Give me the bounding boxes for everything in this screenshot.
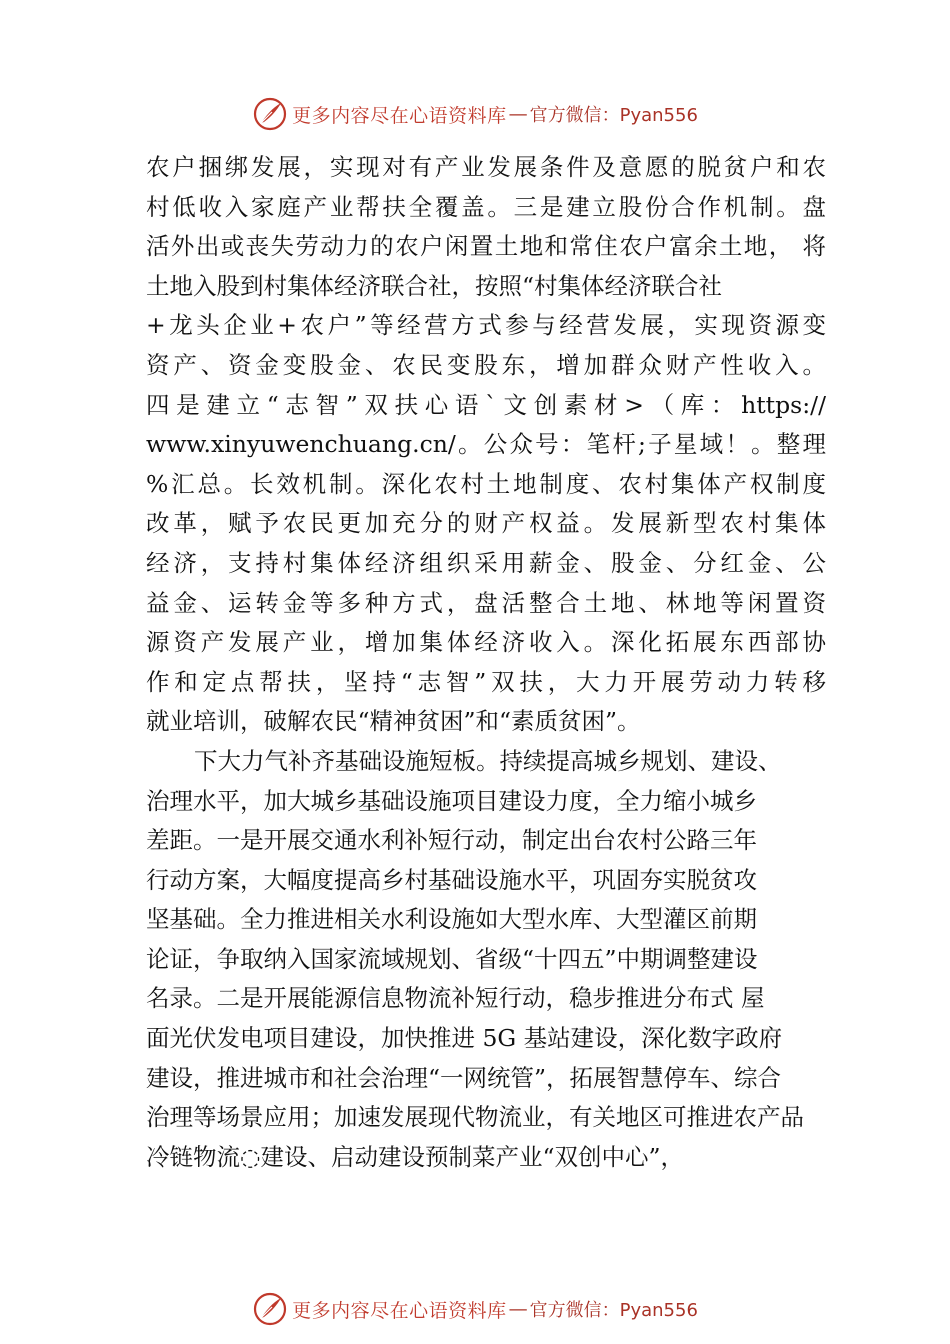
body-line: %汇总。长效机制。深化农村土地制度、农村集体产权制度 [146,469,826,498]
body-line: 作和定点帮扶，坚持“志智”双扶，大力开展劳动力转移 [146,667,826,696]
body-line: 差距。一是开展交通水利补短行动，制定出台农村公路三年 [146,826,757,855]
header-wechat-text: 官方微信：Pyan556 [529,105,698,126]
page-footer-banner [0,1287,950,1331]
body-line: 治理等场景应用；加速发展现代物流业，有关地区可推进农产品 [146,1103,804,1132]
body-line: 改革，赋予农民更加充分的财产权益。发展新型农村集体 [146,509,826,538]
body-line: 论证，争取纳入国家流域规划、省级“十四五”中期调整建设 [146,944,758,973]
header-dash: — [508,103,528,125]
body-line: 土地入股到村集体经济联合社，按照“村集体经济联合社 [146,271,723,300]
body-line: 面光伏发电项目建设，加快推进 5G 基站建设，深化数字政府 [146,1024,783,1053]
body-line: +龙头企业+农户”等经营方式参与经营发展，实现资源变 [146,311,826,340]
body-line: 活外出或丧失劳动力的农户闲置土地和常住农户富余土地， 将 [146,232,826,261]
body-line: 坚基础。全力推进相关水利设施如大型水库、大型灌区前期 [146,905,757,934]
paragraph-start-line: 下大力气补齐基础设施短板。持续提高城乡规划、建设、 [194,746,782,775]
body-line: www.xinyuwenchuang.cn/。公众号：笔杆;子星域！。整理 [146,430,826,459]
document-body [146,148,826,1177]
body-line: 经济，支持村集体经济组织采用薪金、股金、分红金、公 [146,548,826,577]
body-line: 行动方案，大幅度提高乡村基础设施水平，巩固夯实脱贫攻 [146,865,757,894]
body-line: 源资产发展产业，增加集体经济收入。深化拓展东西部协 [146,628,826,657]
body-line: 益金、运转金等多种方式，盘活整合土地、林地等闲置资 [146,588,826,617]
body-line: 农户捆绑发展，实现对有产业发展条件及意愿的脱贫户和农 [146,153,826,181]
quill-pen-icon [252,96,288,132]
footer-dash: — [508,1298,528,1320]
body-line: 治理水平，加大城乡基础设施项目建设力度，全力缩小城乡 [146,786,757,815]
quill-pen-icon [252,1291,288,1327]
body-line: 就业培训，破解农民“精神贫困”和“素质贫困”。 [146,707,641,736]
body-line: 村低收入家庭产业帮扶全覆盖。三是建立股份合作机制。盘 [146,192,826,221]
body-line: 名录。二是开展能源信息物流补短行动，稳步推进分布式 屋 [146,984,765,1013]
body-line: 资产、资金变股金、农民变股东，增加群众财产性收入。 [146,350,826,379]
header-library-text: 更多内容尽在心语资料库 [292,104,507,127]
body-line: 冷链物流◌建设、启动建设预制菜产业“双创中心”， [146,1142,685,1171]
page-header-banner [0,92,950,136]
footer-library-text: 更多内容尽在心语资料库 [292,1299,507,1322]
footer-wechat-text: 官方微信：Pyan556 [529,1300,698,1321]
body-line: 四是建立“志智”双扶心语`文创素材>（库：https:// [146,390,826,419]
body-line: 建设，推进城市和社会治理“一网统管”，拓展智慧停车、综合 [146,1063,782,1092]
